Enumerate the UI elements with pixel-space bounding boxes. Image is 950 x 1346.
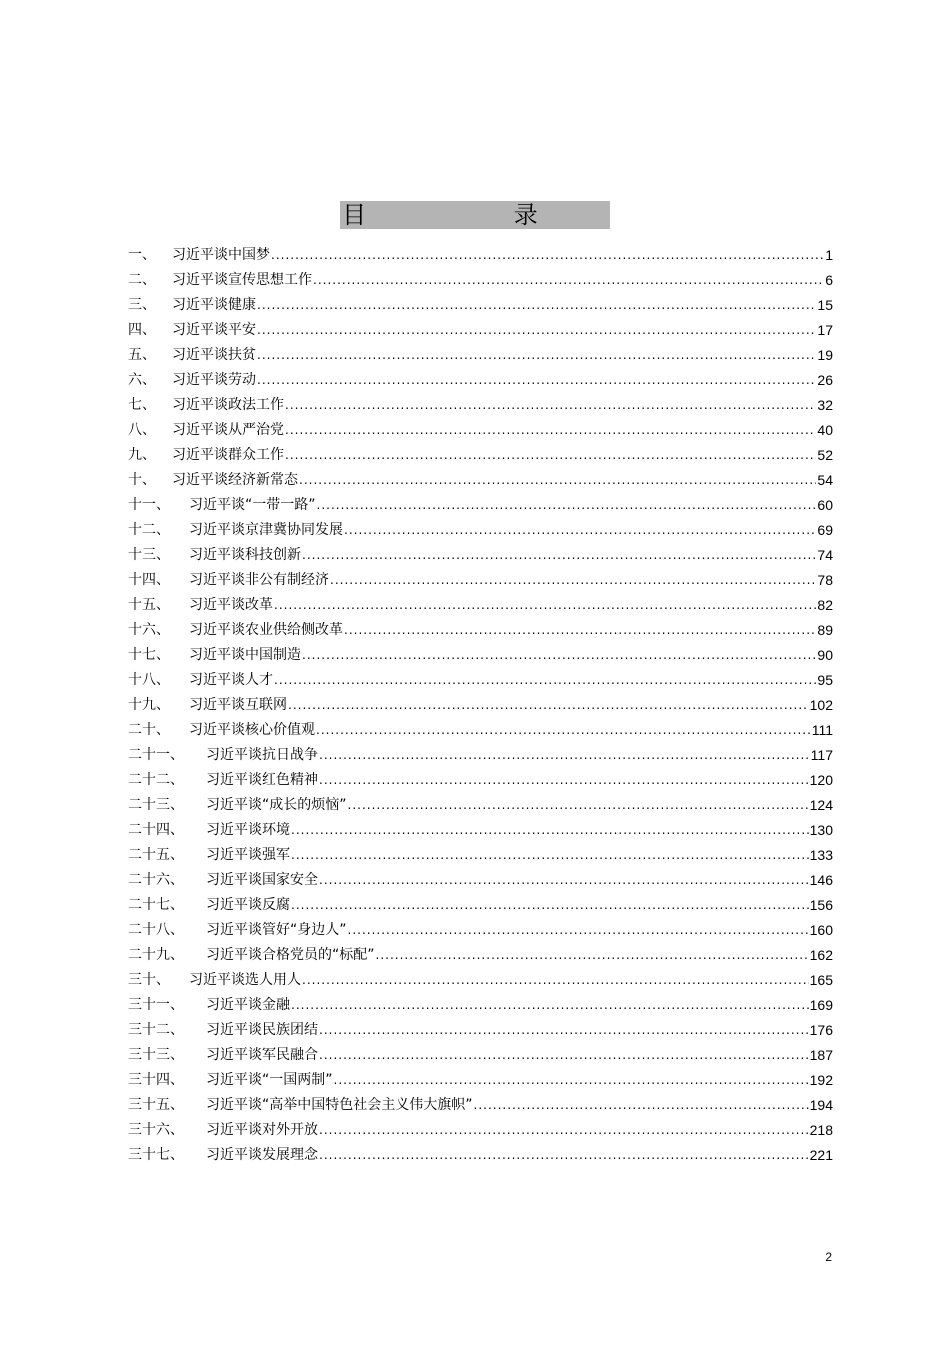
toc-entry-number: 二十八、	[128, 922, 184, 938]
toc-entry-title: 习近平谈京津冀协同发展	[189, 522, 343, 538]
toc-entry[interactable]	[128, 240, 833, 265]
toc-dot-leader	[317, 495, 817, 515]
toc-entry-number: 七、	[128, 397, 156, 413]
toc-dot-leader	[302, 970, 809, 990]
toc-entry-page: 89	[817, 622, 833, 638]
toc-entry-page: 192	[809, 1072, 833, 1088]
toc-dot-leader	[257, 345, 816, 365]
toc-dot-leader	[291, 895, 809, 915]
toc-entry-number: 二、	[128, 272, 156, 288]
toc-entry[interactable]	[128, 640, 833, 665]
toc-entry[interactable]	[128, 1015, 833, 1040]
toc-entry-number: 三十、	[128, 972, 170, 988]
toc-entry-title: 习近平谈从严治党	[172, 422, 284, 438]
toc-entry[interactable]	[128, 840, 833, 865]
toc-entry[interactable]	[128, 1065, 833, 1090]
toc-entry-title: 习近平谈对外开放	[206, 1122, 318, 1138]
toc-entry-page: 160	[809, 922, 833, 938]
toc-entry-number: 三十四、	[128, 1072, 184, 1088]
toc-entry[interactable]	[128, 340, 833, 365]
toc-entry-page: 95	[817, 672, 833, 688]
toc-entry-number: 十七、	[128, 647, 170, 663]
toc-entry-number: 三十五、	[128, 1097, 184, 1113]
toc-entry-number: 二十、	[128, 722, 170, 738]
toc-entry-title: 习近平谈政法工作	[172, 397, 284, 413]
toc-entry-number: 十八、	[128, 672, 170, 688]
page-title	[0, 201, 950, 229]
toc-entry[interactable]	[128, 715, 833, 740]
toc-entry[interactable]	[128, 565, 833, 590]
toc-entry[interactable]	[128, 1090, 833, 1115]
toc-entry-title: 习近平谈互联网	[189, 697, 287, 713]
toc-entry-title: 习近平谈“一带一路”	[189, 497, 316, 513]
toc-entry[interactable]	[128, 815, 833, 840]
toc-dot-leader	[376, 945, 809, 965]
toc-dot-leader	[285, 445, 816, 465]
toc-entry-title: 习近平谈“成长的烦恼”	[206, 797, 347, 813]
toc-entry-title: 习近平谈群众工作	[172, 447, 284, 463]
toc-entry-page: 1	[825, 247, 833, 263]
toc-entry-page: 124	[809, 797, 833, 813]
toc-entry-page: 15	[817, 297, 833, 313]
toc-entry-title: 习近平谈农业供给侧改革	[189, 622, 343, 638]
toc-dot-leader	[257, 295, 816, 315]
toc-entry-page: 133	[809, 847, 833, 863]
toc-dot-leader	[257, 370, 816, 390]
toc-entry-number: 八、	[128, 422, 156, 438]
toc-entry[interactable]	[128, 290, 833, 315]
toc-dot-leader	[291, 845, 809, 865]
toc-entry-number: 二十二、	[128, 772, 184, 788]
toc-entry-title: 习近平谈健康	[172, 297, 256, 313]
toc-entry-page: 6	[825, 272, 833, 288]
toc-entry-title: 习近平谈经济新常态	[172, 472, 298, 488]
toc-dot-leader	[291, 820, 809, 840]
toc-entry[interactable]	[128, 790, 833, 815]
toc-entry-number: 二十一、	[128, 747, 184, 763]
toc-entry-title: 习近平谈强军	[206, 847, 290, 863]
toc-entry-number: 二十三、	[128, 797, 184, 813]
toc-entry-number: 十六、	[128, 622, 170, 638]
toc-entry-number: 五、	[128, 347, 156, 363]
toc-entry-title: 习近平谈改革	[189, 597, 273, 613]
toc-entry-page: 176	[809, 1022, 833, 1038]
toc-entry-title: 习近平谈军民融合	[206, 1047, 318, 1063]
toc-dot-leader	[319, 1020, 809, 1040]
toc-entry-page: 40	[817, 422, 833, 438]
toc-entry[interactable]	[128, 415, 833, 440]
toc-entry-page: 60	[817, 497, 833, 513]
toc-dot-leader	[285, 395, 816, 415]
toc-entry-title: 习近平谈发展理念	[206, 1147, 318, 1163]
toc-entry-page: 82	[817, 597, 833, 613]
toc-entry-title: 习近平谈中国梦	[172, 247, 270, 263]
toc-entry-page: 194	[809, 1097, 833, 1113]
toc-entry-number: 十一、	[128, 497, 170, 513]
toc-dot-leader	[474, 1095, 809, 1115]
toc-entry-number: 三十三、	[128, 1047, 184, 1063]
toc-dot-leader	[330, 570, 816, 590]
toc-dot-leader	[319, 1120, 809, 1140]
toc-entry-title: 习近平谈抗日战争	[206, 747, 318, 763]
toc-entry-title: 习近平谈宣传思想工作	[172, 272, 312, 288]
toc-entry-page: 162	[809, 947, 833, 963]
toc-entry-title: 习近平谈“一国两制”	[206, 1072, 333, 1088]
toc-dot-leader	[319, 1045, 809, 1065]
toc-dot-leader	[302, 645, 816, 665]
toc-entry-number: 二十七、	[128, 897, 184, 913]
toc-entry-page: 102	[809, 697, 833, 713]
toc-dot-leader	[291, 995, 809, 1015]
toc-entry-number: 九、	[128, 447, 156, 463]
toc-entry-title: 习近平谈合格党员的“标配”	[206, 947, 375, 963]
toc-entry-title: 习近平谈国家安全	[206, 872, 318, 888]
toc-entry-page: 111	[811, 722, 833, 738]
toc-dot-leader	[334, 1070, 809, 1090]
toc-entry[interactable]	[128, 1040, 833, 1065]
page-title-text: 目 录	[342, 201, 608, 229]
toc-entry[interactable]	[128, 490, 833, 515]
toc-entry-page: 74	[817, 547, 833, 563]
toc-entry-page: 146	[809, 872, 833, 888]
toc-entry-number: 二十九、	[128, 947, 184, 963]
toc-entry[interactable]	[128, 465, 833, 490]
toc-entry-number: 一、	[128, 247, 156, 263]
table-of-contents	[128, 240, 833, 1165]
toc-entry[interactable]	[128, 665, 833, 690]
toc-entry-page: 32	[817, 397, 833, 413]
toc-dot-leader	[285, 420, 816, 440]
toc-entry-page: 90	[817, 647, 833, 663]
toc-entry[interactable]	[128, 1140, 833, 1165]
toc-entry-page: 120	[809, 772, 833, 788]
toc-entry-number: 十九、	[128, 697, 170, 713]
toc-dot-leader	[288, 695, 809, 715]
toc-entry-page: 130	[809, 822, 833, 838]
toc-dot-leader	[319, 745, 810, 765]
toc-entry[interactable]	[128, 365, 833, 390]
toc-entry[interactable]	[128, 740, 833, 765]
toc-dot-leader	[274, 670, 816, 690]
toc-entry[interactable]	[128, 915, 833, 940]
toc-entry[interactable]	[128, 965, 833, 990]
toc-entry-title: 习近平谈“高举中国特色社会主义伟大旗帜”	[206, 1097, 473, 1113]
toc-entry-title: 习近平谈科技创新	[189, 547, 301, 563]
toc-dot-leader	[257, 320, 816, 340]
toc-entry-page: 169	[809, 997, 833, 1013]
toc-dot-leader	[274, 595, 816, 615]
toc-entry-title: 习近平谈人才	[189, 672, 273, 688]
page-number: 2	[825, 1250, 832, 1264]
toc-entry-number: 十、	[128, 472, 156, 488]
toc-dot-leader	[271, 245, 824, 265]
toc-entry[interactable]	[128, 1115, 833, 1140]
toc-entry[interactable]	[128, 440, 833, 465]
toc-entry[interactable]	[128, 690, 833, 715]
toc-entry-title: 习近平谈管好“身边人”	[206, 922, 347, 938]
toc-entry[interactable]	[128, 890, 833, 915]
toc-entry-title: 习近平谈金融	[206, 997, 290, 1013]
toc-entry-number: 十三、	[128, 547, 170, 563]
toc-entry[interactable]	[128, 590, 833, 615]
toc-entry[interactable]	[128, 540, 833, 565]
toc-entry-page: 218	[809, 1122, 833, 1138]
toc-entry-page: 117	[810, 747, 833, 763]
toc-entry[interactable]	[128, 865, 833, 890]
toc-dot-leader	[344, 620, 816, 640]
toc-dot-leader	[344, 520, 816, 540]
toc-entry-page: 54	[817, 472, 833, 488]
toc-entry-page: 17	[817, 322, 833, 338]
toc-entry-title: 习近平谈中国制造	[189, 647, 301, 663]
toc-entry-title: 习近平谈平安	[172, 322, 256, 338]
toc-dot-leader	[319, 870, 809, 890]
toc-dot-leader	[319, 770, 809, 790]
toc-entry-title: 习近平谈反腐	[206, 897, 290, 913]
toc-entry-title: 习近平谈选人用人	[189, 972, 301, 988]
toc-entry-page: 78	[817, 572, 833, 588]
toc-entry-page: 19	[817, 347, 833, 363]
toc-entry-number: 十四、	[128, 572, 170, 588]
toc-dot-leader	[302, 545, 816, 565]
toc-dot-leader	[299, 470, 816, 490]
toc-entry-number: 三十六、	[128, 1122, 184, 1138]
toc-entry-page: 26	[817, 372, 833, 388]
toc-entry[interactable]	[128, 990, 833, 1015]
toc-entry-number: 三十一、	[128, 997, 184, 1013]
toc-entry[interactable]	[128, 515, 833, 540]
toc-entry-title: 习近平谈核心价值观	[189, 722, 315, 738]
toc-entry-number: 十二、	[128, 522, 170, 538]
toc-entry-page: 69	[817, 522, 833, 538]
toc-entry-page: 165	[809, 972, 833, 988]
toc-entry-number: 十五、	[128, 597, 170, 613]
toc-entry[interactable]	[128, 765, 833, 790]
toc-entry-page: 52	[817, 447, 833, 463]
toc-dot-leader	[319, 1145, 809, 1165]
toc-entry[interactable]	[128, 265, 833, 290]
toc-entry-number: 二十五、	[128, 847, 184, 863]
toc-entry-title: 习近平谈环境	[206, 822, 290, 838]
toc-entry-number: 三十二、	[128, 1022, 184, 1038]
toc-entry[interactable]	[128, 940, 833, 965]
toc-entry-number: 四、	[128, 322, 156, 338]
toc-dot-leader	[348, 920, 809, 940]
toc-entry-title: 习近平谈民族团结	[206, 1022, 318, 1038]
toc-entry-title: 习近平谈劳动	[172, 372, 256, 388]
toc-entry-page: 156	[809, 897, 833, 913]
toc-entry-page: 187	[809, 1047, 833, 1063]
toc-entry[interactable]	[128, 315, 833, 340]
toc-dot-leader	[316, 720, 811, 740]
toc-entry-number: 二十四、	[128, 822, 184, 838]
toc-entry-number: 三十七、	[128, 1147, 184, 1163]
toc-entry-page: 221	[809, 1147, 833, 1163]
toc-entry-number: 六、	[128, 372, 156, 388]
toc-entry-number: 三、	[128, 297, 156, 313]
toc-entry-title: 习近平谈扶贫	[172, 347, 256, 363]
toc-entry-title: 习近平谈红色精神	[206, 772, 318, 788]
toc-entry[interactable]	[128, 390, 833, 415]
toc-entry-title: 习近平谈非公有制经济	[189, 572, 329, 588]
toc-dot-leader	[348, 795, 809, 815]
toc-dot-leader	[313, 270, 824, 290]
toc-entry-number: 二十六、	[128, 872, 184, 888]
toc-entry[interactable]	[128, 615, 833, 640]
